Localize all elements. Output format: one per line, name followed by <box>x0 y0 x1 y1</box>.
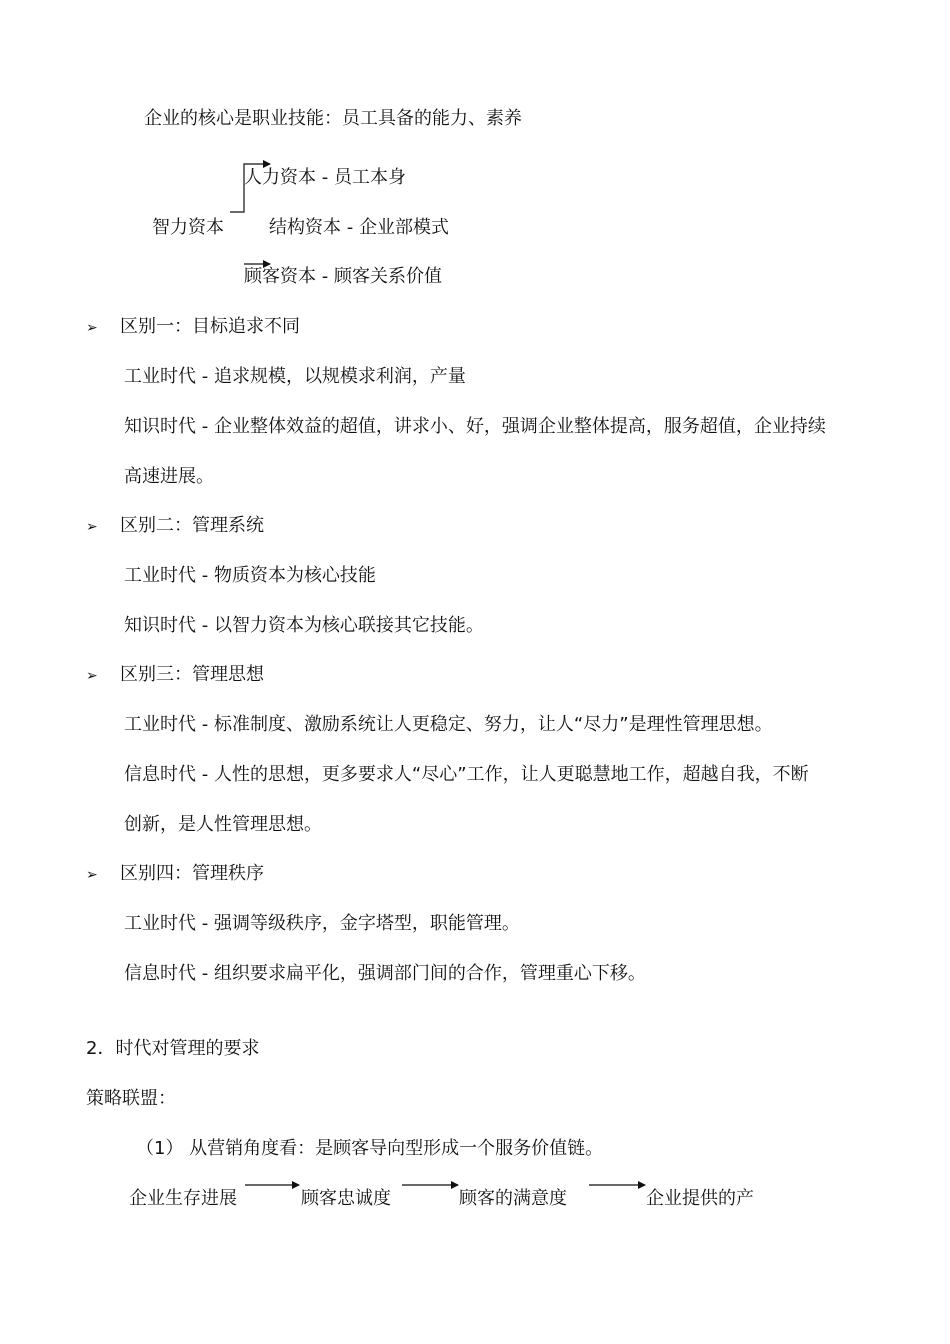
chain-node-enterprise-development: 企业生存进展 <box>129 1188 237 1209</box>
diff3-industrial: 工业时代 - 标准制度、激励系统让人更稳定、努力，让人“尽力”是理性管理思想。 <box>124 714 773 735</box>
chain-node-enterprise-product: 企业提供的产 <box>646 1188 754 1209</box>
section2-subheading: 策略联盟： <box>86 1088 176 1109</box>
bullet-icon: ➢ <box>86 867 98 883</box>
bullet-icon: ➢ <box>86 519 98 535</box>
diagram-node-customer-capital: 顾客资本 - 顾客关系价值 <box>244 266 442 287</box>
section2-heading: 2．时代对管理的要求 <box>86 1038 260 1059</box>
section2-item1: （1） 从营销角度看：是顾客导向型形成一个服务价值链。 <box>136 1138 604 1159</box>
chain-node-customer-satisfaction: 顾客的满意度 <box>459 1188 567 1209</box>
diff4-info: 信息时代 - 组织要求扁平化，强调部门间的合作，管理重心下移。 <box>124 963 646 984</box>
diff2-industrial: 工业时代 - 物质资本为核心技能 <box>124 565 376 586</box>
diff3-heading: 区别三：管理思想 <box>120 664 264 685</box>
diff1-knowledge-line2: 高速进展。 <box>124 466 214 487</box>
diff1-industrial: 工业时代 - 追求规模，以规模求利润，产量 <box>124 366 466 387</box>
diff3-info-line2: 创新，是人性管理思想。 <box>124 814 322 835</box>
core-statement: 企业的核心是职业技能：员工具备的能力、素养 <box>144 108 522 129</box>
chain-node-customer-loyalty: 顾客忠诚度 <box>301 1188 391 1209</box>
diagram-root-intellectual-capital: 智力资本 <box>152 217 224 238</box>
diff4-industrial: 工业时代 - 强调等级秩序，金字塔型，职能管理。 <box>124 913 520 934</box>
diff4-heading: 区别四：管理秩序 <box>120 863 264 884</box>
diagram-node-human-capital: 人力资本 - 员工本身 <box>244 167 406 188</box>
bullet-icon: ➢ <box>86 668 98 684</box>
diff2-heading: 区别二：管理系统 <box>120 515 264 536</box>
diff1-heading: 区别一：目标追求不同 <box>120 316 300 337</box>
bullet-icon: ➢ <box>86 320 98 336</box>
diagram-node-structural-capital: 结构资本 - 企业部模式 <box>269 217 449 238</box>
diff3-info-line1: 信息时代 - 人性的思想，更多要求人“尽心”工作，让人更聪慧地工作，超越自我，不断 <box>124 764 809 785</box>
diff2-knowledge: 知识时代 - 以智力资本为核心联接其它技能。 <box>124 615 484 636</box>
diff1-knowledge-line1: 知识时代 - 企业整体效益的超值，讲求小、好，强调企业整体提高，服务超值，企业持续 <box>124 416 826 437</box>
